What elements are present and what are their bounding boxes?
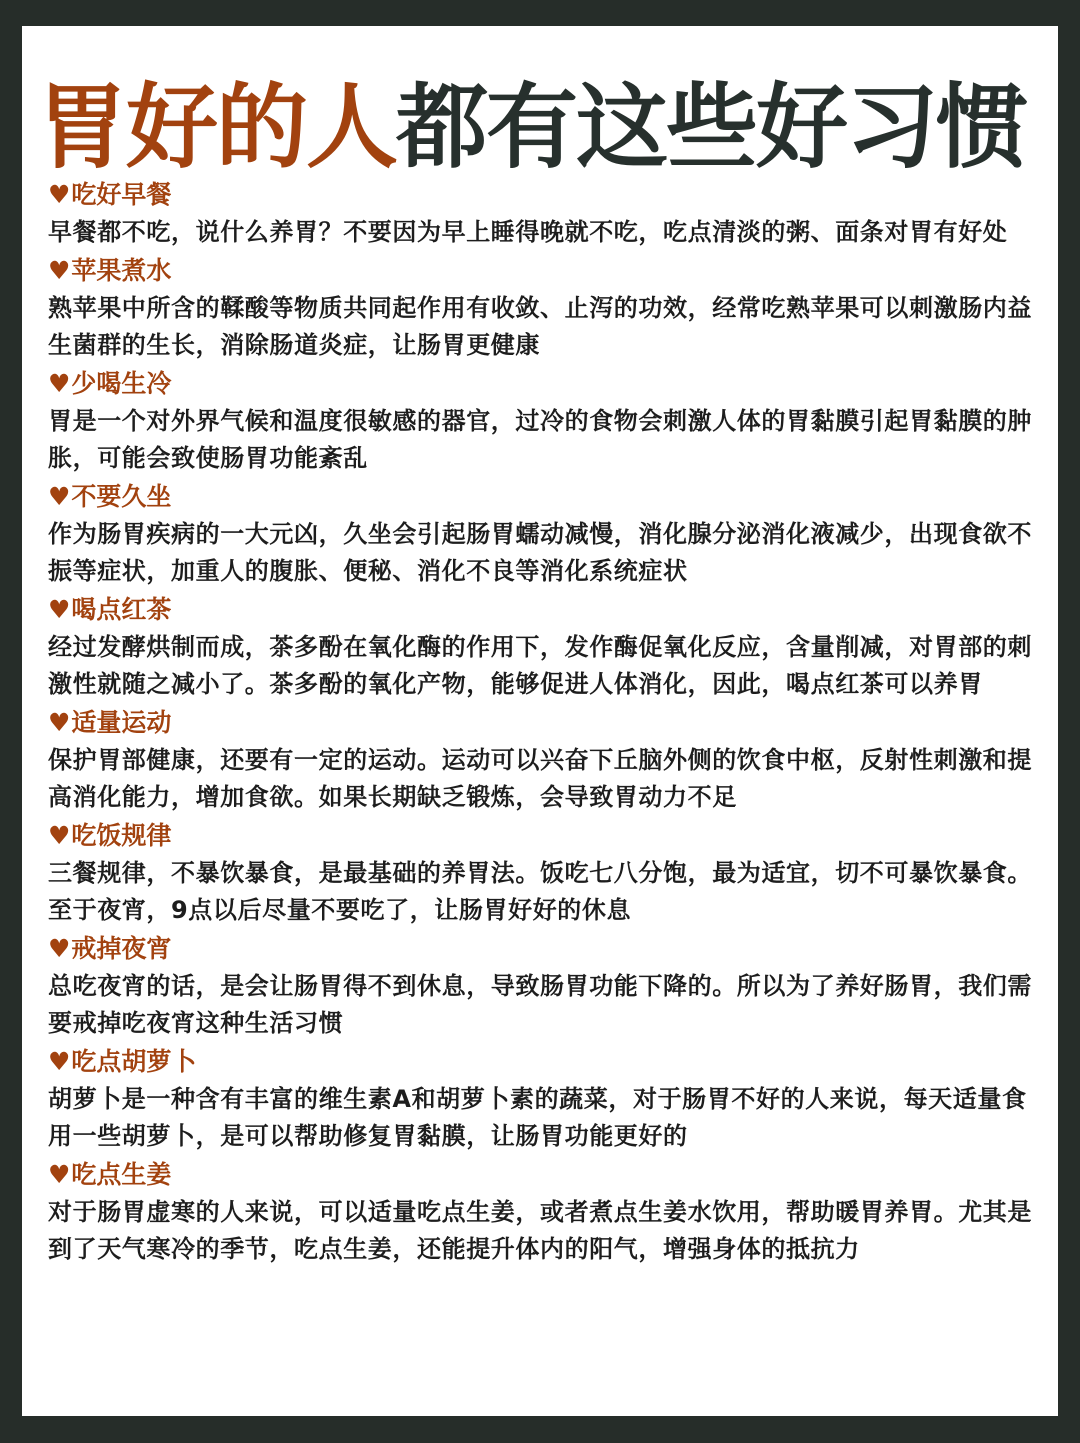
habit-heading-label: 不要久坐 bbox=[71, 481, 172, 511]
habit-body: 总吃夜宵的话，是会让肠胃得不到休息，导致肠胃功能下降的。所以为了养好肠胃，我们需要戒掉吃夜宵这种生活习惯 bbox=[48, 971, 1032, 1037]
habit-heading-label: 适量运动 bbox=[71, 707, 172, 737]
habit-list bbox=[48, 176, 1038, 1269]
habit-section bbox=[48, 176, 1038, 252]
heart-icon: ♥ bbox=[48, 1046, 71, 1076]
heart-icon: ♥ bbox=[48, 707, 71, 737]
habit-heading-label: 吃点胡萝卜 bbox=[71, 1046, 197, 1076]
heart-icon: ♥ bbox=[48, 933, 71, 963]
habit-body: 三餐规律，不暴饮暴食，是最基础的养胃法。饭吃七八分饱，最为适宜，切不可暴饮暴食。至于夜宵，9点以后尽量不要吃了，让肠胃好好的休息 bbox=[48, 858, 1032, 924]
habit-body: 熟苹果中所含的鞣酸等物质共同起作用有收敛、止泻的功效，经常吃熟苹果可以刺激肠内益生菌群的生长，消除肠道炎症，让肠胃更健康 bbox=[48, 293, 1032, 359]
habit-section bbox=[48, 252, 1038, 365]
habit-heading-label: 苹果煮水 bbox=[71, 255, 172, 285]
habit-body: 经过发酵烘制而成，茶多酚在氧化酶的作用下，发作酶促氧化反应，含量削减，对胃部的刺激性就随之减小了。茶多酚的氧化产物，能够促进人体消化，因此，喝点红茶可以养胃 bbox=[48, 632, 1032, 698]
habit-heading bbox=[48, 930, 1038, 968]
heart-icon: ♥ bbox=[48, 255, 71, 285]
title-accent: 胃好的人 bbox=[36, 74, 397, 181]
habit-section bbox=[48, 478, 1038, 591]
habit-section bbox=[48, 1156, 1038, 1269]
heart-icon: ♥ bbox=[48, 820, 71, 850]
heart-icon: ♥ bbox=[48, 368, 71, 398]
article-card bbox=[22, 26, 1058, 1416]
habit-heading-label: 喝点红茶 bbox=[71, 594, 172, 624]
habit-section bbox=[48, 704, 1038, 817]
habit-section bbox=[48, 930, 1038, 1043]
habit-heading-label: 戒掉夜宵 bbox=[71, 933, 172, 963]
habit-body: 胡萝卜是一种含有丰富的维生素A和胡萝卜素的蔬菜，对于肠胃不好的人来说，每天适量食用一些胡萝卜，是可以帮助修复胃黏膜，让肠胃功能更好的 bbox=[48, 1084, 1027, 1150]
habit-heading bbox=[48, 1156, 1038, 1194]
page-title bbox=[36, 62, 1056, 194]
title-rest: 都有这些好习惯 bbox=[396, 74, 1027, 181]
habit-section bbox=[48, 591, 1038, 704]
habit-body: 保护胃部健康，还要有一定的运动。运动可以兴奋下丘脑外侧的饮食中枢，反射性刺激和提高消化能力，增加食欲。如果长期缺乏锻炼，会导致胃动力不足 bbox=[48, 745, 1032, 811]
habit-heading bbox=[48, 817, 1038, 855]
habit-body: 早餐都不吃，说什么养胃？不要因为早上睡得晚就不吃，吃点清淡的粥、面条对胃有好处 bbox=[48, 218, 1008, 246]
heart-icon: ♥ bbox=[48, 1159, 71, 1189]
habit-section bbox=[48, 1043, 1038, 1156]
habit-heading bbox=[48, 591, 1038, 629]
habit-heading bbox=[48, 176, 1038, 214]
habit-heading-label: 少喝生冷 bbox=[71, 368, 172, 398]
habit-heading-label: 吃好早餐 bbox=[71, 180, 172, 209]
habit-body: 对于肠胃虚寒的人来说，可以适量吃点生姜，或者煮点生姜水饮用，帮助暖胃养胃。尤其是到了天气寒冷的季节，吃点生姜，还能提升体内的阳气，增强身体的抵抗力 bbox=[48, 1197, 1032, 1263]
habit-section bbox=[48, 365, 1038, 478]
habit-heading bbox=[48, 704, 1038, 742]
habit-heading bbox=[48, 478, 1038, 516]
heart-icon: ♥ bbox=[48, 180, 71, 209]
habit-heading bbox=[48, 252, 1038, 290]
heart-icon: ♥ bbox=[48, 594, 71, 624]
habit-heading bbox=[48, 1043, 1038, 1081]
habit-heading-label: 吃点生姜 bbox=[71, 1159, 172, 1189]
habit-body: 胃是一个对外界气候和温度很敏感的器官，过冷的食物会刺激人体的胃黏膜引起胃黏膜的肿胀，可能会致使肠胃功能紊乱 bbox=[48, 406, 1032, 472]
habit-body: 作为肠胃疾病的一大元凶，久坐会引起肠胃蠕动减慢，消化腺分泌消化液减少，出现食欲不振等症状，加重人的腹胀、便秘、消化不良等消化系统症状 bbox=[48, 519, 1032, 585]
heart-icon: ♥ bbox=[48, 481, 71, 511]
habit-heading-label: 吃饭规律 bbox=[71, 820, 172, 850]
habit-heading bbox=[48, 365, 1038, 403]
habit-section bbox=[48, 817, 1038, 930]
